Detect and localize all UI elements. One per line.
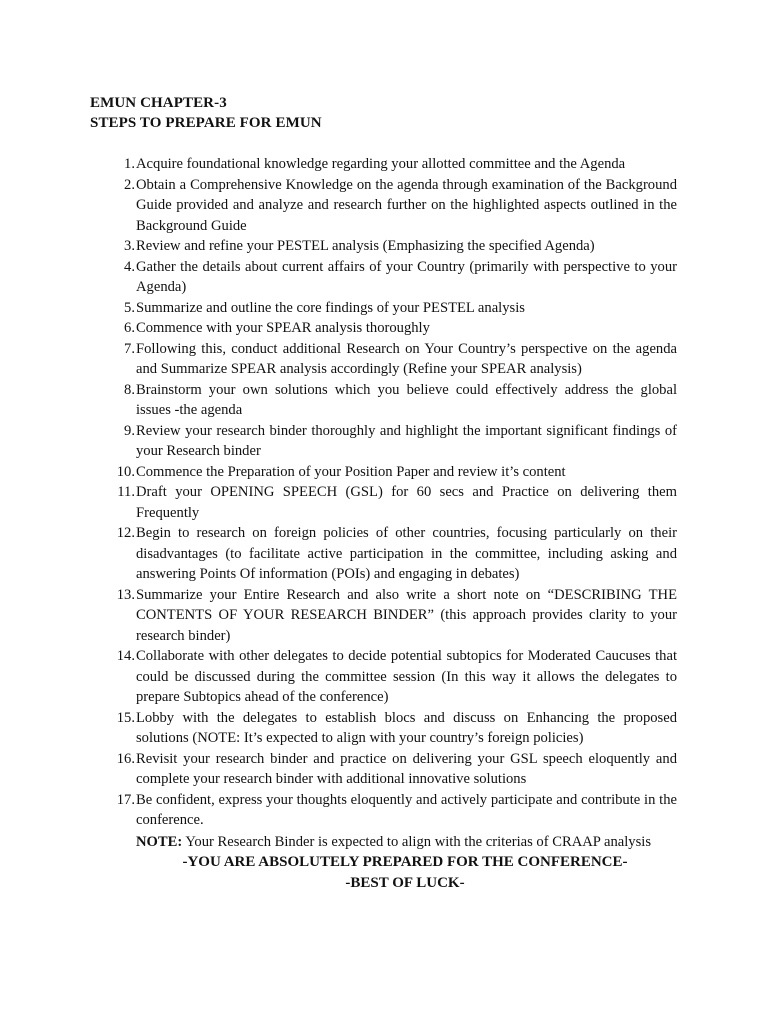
step-number: 14.	[116, 648, 135, 664]
step-text: Commence with your SPEAR analysis thoroughly	[136, 320, 430, 336]
step-item	[112, 749, 677, 790]
step-number: 7.	[124, 340, 135, 357]
step-text: Lobby with the delegates to establish blocs and discuss on Enhancing the proposed solutions (NOTE: It’s expected to align with your country’s foreign policies)	[136, 709, 677, 746]
step-item	[112, 523, 677, 585]
step-number: 12.	[116, 525, 135, 541]
step-number: 17.	[116, 791, 135, 808]
step-number: 10.	[116, 463, 135, 480]
step-text: Acquire foundational knowledge regarding your allotted committee and the Agenda	[136, 156, 626, 172]
step-item	[112, 154, 677, 175]
step-text: Begin to research on foreign policies of other countries, focusing particularly on their disadvantages (to facilitate active participation in the committee, including asking and answering Points Of information (POIs) and engaging in debates)	[136, 525, 677, 582]
step-item	[112, 175, 677, 237]
step-item	[112, 790, 677, 831]
step-text: Revisit your research binder and practice on delivering your GSL speech eloquently and complete your research binder with additional innovative solutions	[136, 750, 677, 787]
step-text: Draft your OPENING SPEECH (GSL) for 60 secs and Practice on delivering them Frequently	[136, 484, 677, 521]
step-item	[112, 646, 677, 708]
step-item	[112, 708, 677, 749]
step-item	[112, 421, 677, 462]
note-label: NOTE:	[136, 834, 183, 850]
step-text: Following this, conduct additional Research on Your Country’s perspective on the agenda and Summarize SPEAR analysis accordingly (Refine your SPEAR analysis)	[136, 340, 677, 377]
step-text: Commence the Preparation of your Position Paper and review it’s content	[136, 463, 566, 480]
step-item	[112, 257, 677, 298]
step-number: 9.	[124, 422, 135, 439]
step-number: 11.	[117, 484, 135, 500]
step-number: 16.	[116, 750, 135, 767]
steps-heading: STEPS TO PREPARE FOR EMUN	[90, 115, 322, 131]
step-text: Collaborate with other delegates to decide potential subtopics for Moderated Caucuses that could be discussed during the committee session (In this way it allows the delegates to prepare Subtopics ahead of the conference)	[136, 648, 677, 705]
step-number: 3.	[124, 238, 135, 254]
step-number: 13.	[116, 586, 135, 603]
note-text: Your Research Binder is expected to align with the criterias of CRAAP analysis	[182, 834, 652, 850]
step-item	[112, 380, 677, 421]
chapter-heading: EMUN CHAPTER-3	[90, 95, 227, 111]
step-item	[112, 482, 677, 523]
steps-list	[112, 154, 677, 831]
step-item	[112, 585, 677, 647]
step-text: Brainstorm your own solutions which you believe could effectively address the global issues -the agenda	[136, 381, 677, 418]
document-title	[90, 93, 322, 133]
step-number: 15.	[116, 709, 135, 726]
step-number: 6.	[124, 320, 135, 336]
step-number: 4.	[124, 258, 135, 275]
step-number: 5.	[124, 299, 135, 316]
step-item	[112, 318, 677, 339]
step-number: 1.	[124, 156, 135, 172]
step-item	[112, 339, 677, 380]
closing-luck-line: -BEST OF LUCK-	[345, 875, 465, 891]
step-item	[112, 298, 677, 319]
step-text: Gather the details about current affairs of your Country (primarily with perspective to your Agenda)	[136, 258, 677, 295]
step-number: 8.	[124, 381, 135, 398]
step-text: Summarize your Entire Research and also write a short note on “DESCRIBING THE CONTENTS OF YOUR RESEARCH BINDER” (this approach provides clarity to your research binder)	[136, 586, 677, 644]
step-text: Review and refine your PESTEL analysis (Emphasizing the specified Agenda)	[136, 238, 595, 254]
step-item	[112, 462, 677, 483]
step-text: Summarize and outline the core findings of your PESTEL analysis	[136, 299, 525, 316]
closing-prepared-line: -YOU ARE ABSOLUTELY PREPARED FOR THE CONFERENCE-	[182, 854, 628, 870]
step-number: 2.	[124, 176, 135, 193]
binder-note	[136, 832, 677, 853]
step-item	[112, 236, 677, 257]
step-text: Be confident, express your thoughts eloquently and actively participate and contribute in the conference.	[136, 791, 677, 828]
step-text: Obtain a Comprehensive Knowledge on the agenda through examination of the Background Guide provided and analyze and research further on the highlighted aspects outlined in the Background Guide	[136, 176, 677, 234]
step-text: Review your research binder thoroughly and highlight the important significant findings of your Research binder	[136, 422, 677, 459]
